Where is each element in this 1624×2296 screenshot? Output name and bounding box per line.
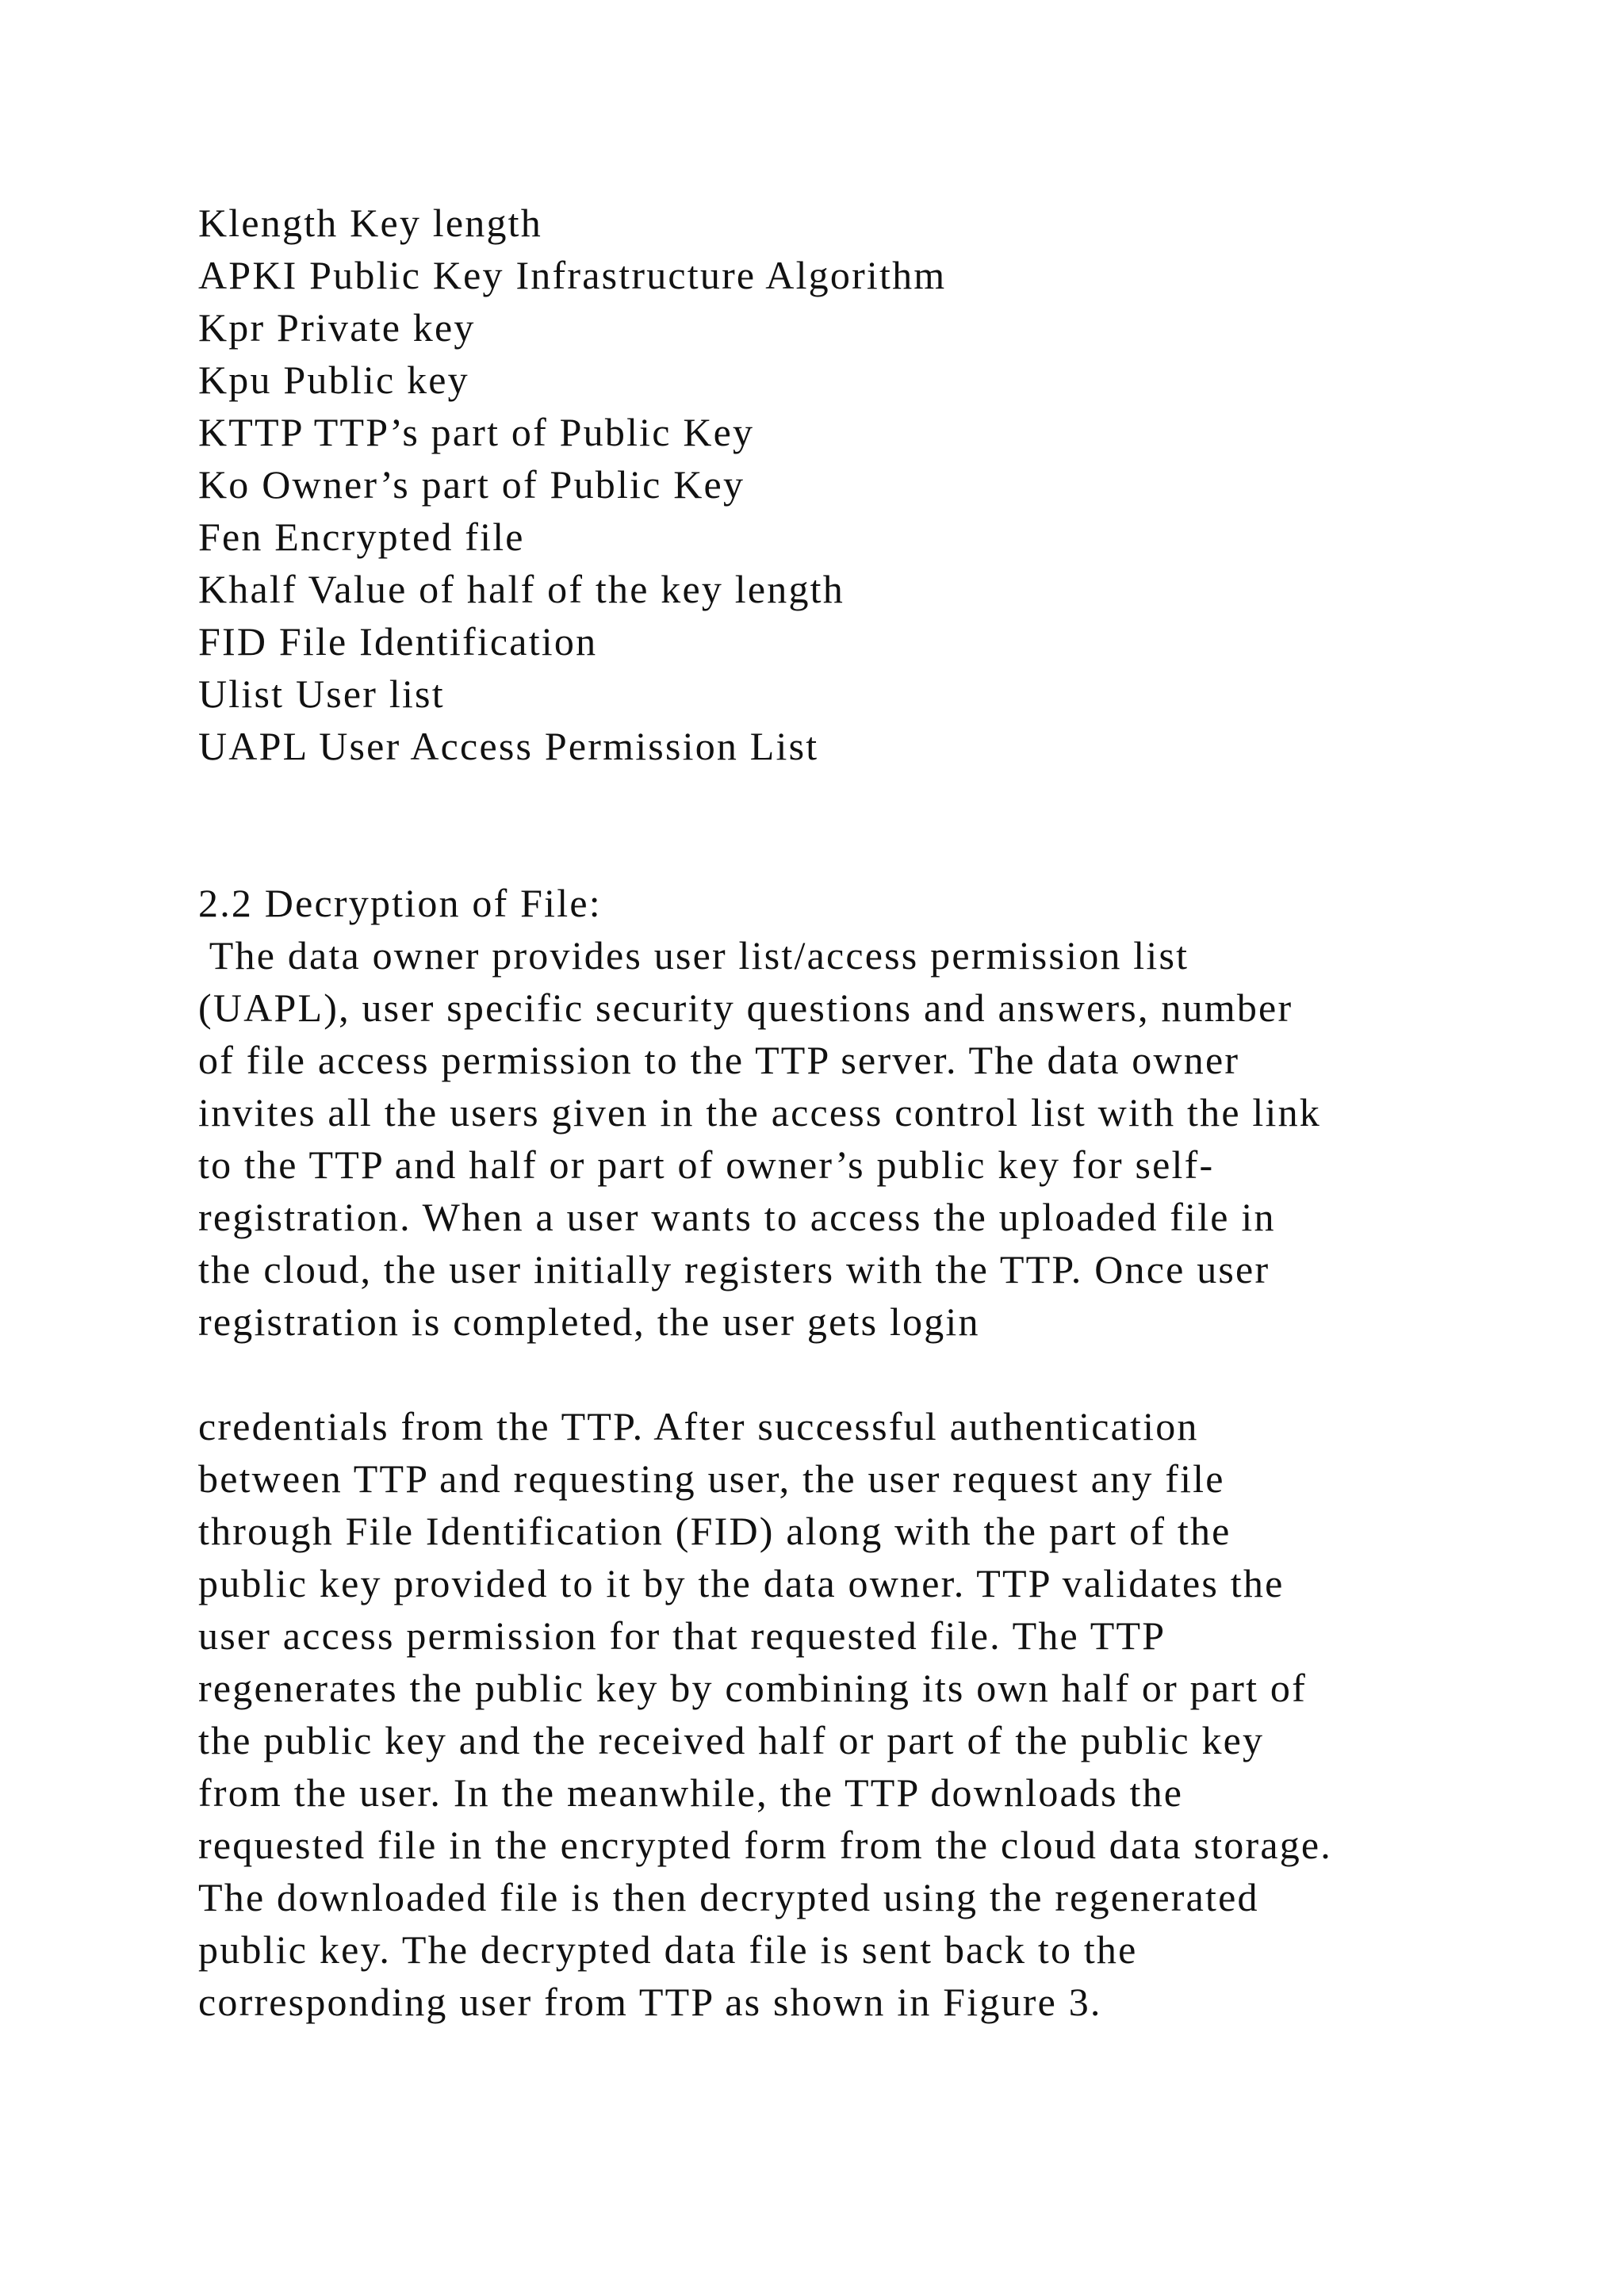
- abbreviation-line: Klength Key length: [198, 201, 542, 245]
- paragraph-line: credentials from the TTP. After successful authentication: [198, 1404, 1199, 1448]
- abbreviation-line: Fen Encrypted file: [198, 515, 525, 559]
- abbreviation-line: Khalf Value of half of the key length: [198, 567, 845, 611]
- paragraph-line: public key provided to it by the data owner. TTP validates the: [198, 1561, 1285, 1605]
- paragraph-line: (UAPL), user specific security questions and answers, number: [198, 985, 1293, 1030]
- abbreviation-line: Ko Owner’s part of Public Key: [198, 462, 745, 507]
- paragraph-line: invites all the users given in the access control list with the link: [198, 1090, 1322, 1135]
- abbreviation-line: FID File Identification: [198, 619, 598, 664]
- paragraph-line: public key. The decrypted data file is sent back to the: [198, 1927, 1138, 1972]
- paragraph-line: between TTP and requesting user, the user request any file: [198, 1456, 1225, 1501]
- paragraph-line: from the user. In the meanwhile, the TTP downloads the: [198, 1770, 1184, 1815]
- abbreviation-line: KTTP TTP’s part of Public Key: [198, 410, 755, 454]
- paragraph-line: registration is completed, the user gets login: [198, 1299, 980, 1344]
- paragraph-line: The downloaded file is then decrypted using the regenerated: [198, 1875, 1259, 1919]
- paragraph-line: The data owner provides user list/access permission list: [198, 933, 1189, 978]
- abbreviation-line: UAPL User Access Permission List: [198, 724, 819, 768]
- section-heading: 2.2 Decryption of File:: [198, 881, 602, 925]
- paragraph-line: user access permission for that requested file. The TTP: [198, 1613, 1166, 1658]
- abbreviation-line: Kpr Private key: [198, 305, 476, 350]
- paragraph-line: corresponding user from TTP as shown in Figure 3.: [198, 1980, 1102, 2024]
- abbreviation-line: APKI Public Key Infrastructure Algorithm: [198, 253, 947, 297]
- paragraph-line: of file access permission to the TTP server. The data owner: [198, 1038, 1240, 1082]
- abbreviation-line: Kpu Public key: [198, 358, 469, 402]
- paragraph-line: the cloud, the user initially registers with the TTP. Once user: [198, 1247, 1270, 1292]
- paragraph-line: requested file in the encrypted form from the cloud data storage.: [198, 1823, 1333, 1867]
- paragraph-line: regenerates the public key by combining its own half or part of: [198, 1666, 1307, 1710]
- paragraph-line: the public key and the received half or part of the public key: [198, 1718, 1265, 1762]
- paragraph-line: to the TTP and half or part of owner’s public key for self-: [198, 1142, 1215, 1187]
- paragraph-line: through File Identification (FID) along with the part of the: [198, 1509, 1231, 1553]
- paragraph-line: registration. When a user wants to access the uploaded file in: [198, 1195, 1276, 1239]
- abbreviation-line: Ulist User list: [198, 672, 445, 716]
